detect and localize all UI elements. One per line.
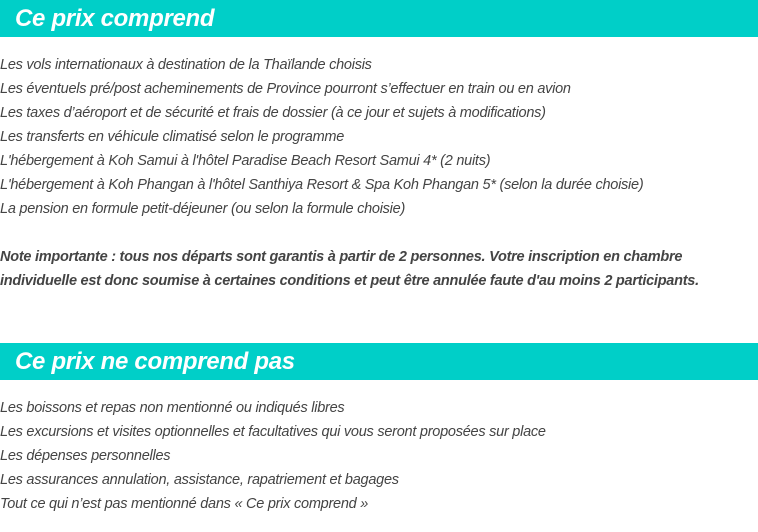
included-list xyxy=(0,53,758,221)
included-title: Ce prix comprend xyxy=(15,4,215,32)
important-note-line-2: individuelle est donc soumise à certaines conditions et peut être annulée faute d'au moins 2 participants. xyxy=(0,273,699,289)
list-item: L'hébergement à Koh Samui à l'hôtel Paradise Beach Resort Samui 4* (2 nuits) xyxy=(0,153,491,169)
list-item: Les boissons et repas non mentionné ou indiqués libres xyxy=(0,400,345,416)
list-item: Les dépenses personnelles xyxy=(0,448,171,464)
list-item: Les taxes d’aéroport et de sécurité et frais de dossier (à ce jour et sujets à modifications) xyxy=(0,105,546,121)
list-item: Les éventuels pré/post acheminements de Province pourront s’effectuer en train ou en avion xyxy=(0,81,571,97)
list-item: L'hébergement à Koh Phangan à l'hôtel Santhiya Resort & Spa Koh Phangan 5* (selon la durée choisie) xyxy=(0,177,644,193)
not-included-title: Ce prix ne comprend pas xyxy=(15,347,295,375)
important-note-line-1: Note importante : tous nos départs sont garantis à partir de 2 personnes. Votre inscription en chambre xyxy=(0,249,683,265)
list-item: Les vols internationaux à destination de la Thaïlande choisis xyxy=(0,57,372,73)
not-included-list xyxy=(0,396,758,516)
included-header xyxy=(0,0,758,37)
list-item: La pension en formule petit-déjeuner (ou selon la formule choisie) xyxy=(0,201,406,217)
list-item: Tout ce qui n’est pas mentionné dans « Ce prix comprend » xyxy=(0,496,369,512)
important-note xyxy=(0,245,740,293)
not-included-section xyxy=(0,343,758,516)
list-item: Les transferts en véhicule climatisé selon le programme xyxy=(0,129,345,145)
list-item: Les excursions et visites optionnelles et facultatives qui vous seront proposées sur place xyxy=(0,424,546,440)
list-item: Les assurances annulation, assistance, rapatriement et bagages xyxy=(0,472,399,488)
not-included-header xyxy=(0,343,758,380)
